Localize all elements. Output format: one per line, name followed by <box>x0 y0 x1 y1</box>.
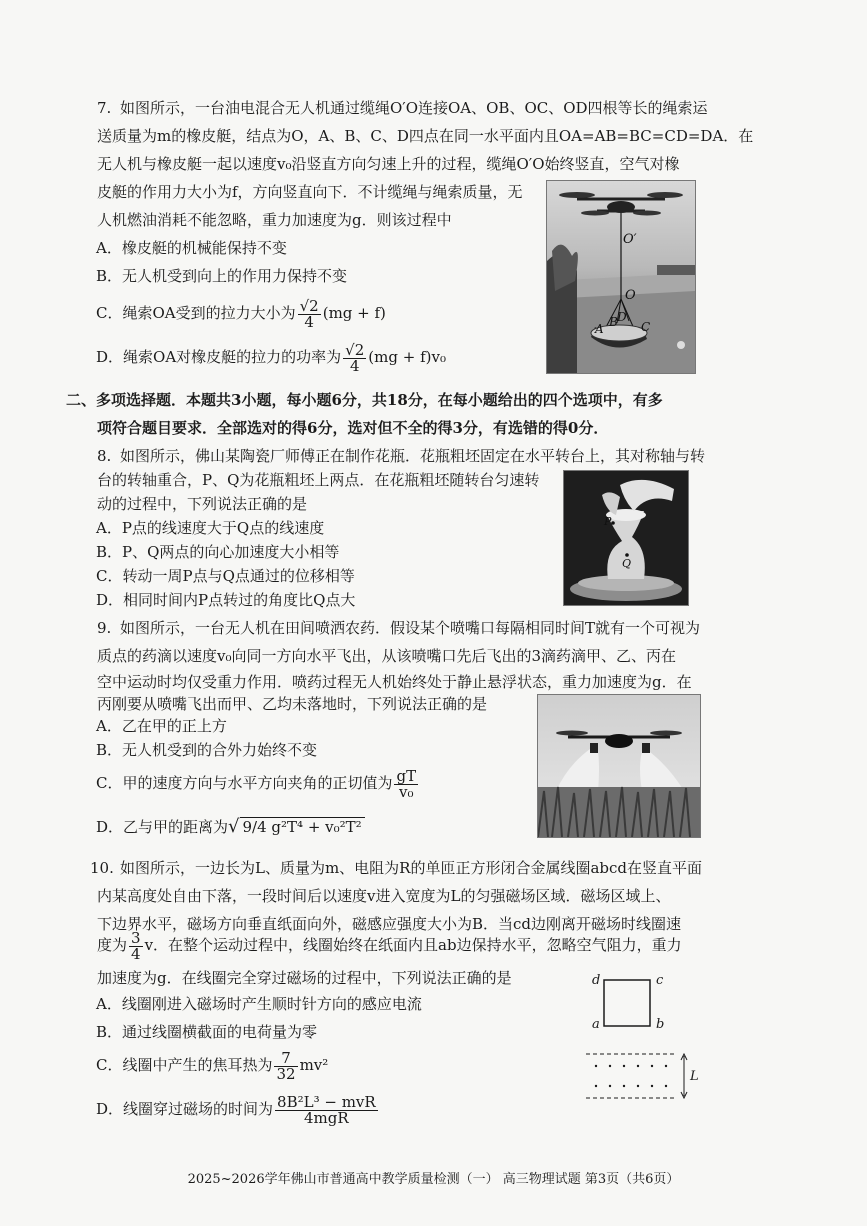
q8-number: 8. <box>97 447 112 465</box>
q7-stem-line5: 人机燃油消耗不能忽略，重力加速度为g．则该过程中 <box>97 211 452 229</box>
section2-title-line1: 二、多项选择题．本题共3小题，每小题6分，共18分，在每小题给出的四个选项中，有多 <box>66 391 663 409</box>
q10-d-fraction: $\frac{\text{8B²L³ − mvR}}{\text{4mgR}}$ <box>277 1092 376 1127</box>
q9-option-d: D．乙与甲的距离为√ 9/4 g²T⁴ + v₀²T² <box>96 812 365 842</box>
q7-stem-line2: 送质量为m的橡皮艇，结点为O，A、B、C、D四点在同一水平面内且OA=AB=BC=CD=DA．在 <box>97 127 754 145</box>
q10-number: 10. <box>90 859 114 877</box>
q7-label-b: B <box>609 315 618 329</box>
q10-label-b: b <box>656 1017 665 1032</box>
q7-option-a: A．橡皮艇的机械能保持不变 <box>96 239 287 257</box>
page-footer: 2025~2026学年佛山市普通高中教学质量检测（一） 高三物理试题 第3页（共6页） <box>187 1172 680 1187</box>
q9-d-radicand: 9/4 g²T⁴ + v₀²T² <box>240 817 365 836</box>
section2-title-line2: 项符合题目要求．全部选对的得6分，选对但不全的得3分，有选错的得0分． <box>97 419 609 437</box>
q9-option-a: A．乙在甲的正上方 <box>96 717 227 735</box>
q7-label-a: A <box>595 322 604 336</box>
q7-drone-photo <box>546 180 696 374</box>
q10-stem-line2: 内某高度处自由下落，一段时间后以速度v进入宽度为L的匀强磁场区域．磁场区域上、 <box>97 887 671 905</box>
q10-stem-line1: 如图所示，一边长为L、质量为m、电阻为R的单匝正方形闭合金属线圈abcd在竖直平面 <box>120 859 703 877</box>
q7-stem-line4: 皮艇的作用力大小为f，方向竖直向下．不计缆绳与绳索质量，无 <box>97 183 523 201</box>
q7-option-b: B．无人机受到向上的作用力保持不变 <box>96 267 348 285</box>
q10-option-a: A．线圈刚进入磁场时产生顺时针方向的感应电流 <box>96 995 422 1013</box>
q10-option-b: B．通过线圈横截面的电荷量为零 <box>96 1023 318 1041</box>
q8-option-b: B．P、Q两点的向心加速度大小相等 <box>96 543 340 561</box>
q7-label-c: C <box>641 320 651 334</box>
q7-option-d: D．绳索OA对橡皮艇的拉力的功率为 $\frac{√2}{4}$ (mg + f)v₀ <box>96 340 446 375</box>
q10-option-c: C．线圈中产生的焦耳热为 $\frac{7}{32}$ mv² <box>96 1048 329 1083</box>
q7-number: 7. <box>97 99 112 117</box>
q9-c-fraction: $\frac{gT}{\text{v₀}}$ <box>396 766 417 801</box>
q10-coil-square <box>604 980 650 1026</box>
q7-c-fraction: $\frac{√2}{4}$ <box>299 296 319 331</box>
q8-stem-line2: 台的转轴重合，P、Q为花瓶粗坯上两点．在花瓶粗坯随转台匀速转 <box>97 471 540 489</box>
q7-option-c: C．绳索OA受到的拉力大小为 $\frac{√2}{4}$ (mg + f) <box>96 296 386 331</box>
q7-label-o: O <box>625 288 636 303</box>
q9-stem-line2: 质点的药滴以速度v₀向同一方向水平飞出，从该喷嘴口先后飞出的3滴药滴甲、乙、丙在 <box>97 647 677 665</box>
q8-option-c: C．转动一周P点与Q点通过的位移相等 <box>96 567 355 585</box>
q9-farm-drone-photo <box>537 694 701 838</box>
q7-d-fraction: $\frac{√2}{4}$ <box>345 340 365 375</box>
q10-option-d: D．线圈穿过磁场的时间为 $\frac{\text{8B²L³ − mvR}}{\text{4mgR}}$ <box>96 1092 376 1127</box>
q7-label-o-prime: O′ <box>623 232 637 247</box>
q8-stem-line1: 如图所示，佛山某陶瓷厂师傅正在制作花瓶．花瓶粗坯固定在水平转台上，其对称轴与转 <box>120 447 706 465</box>
q9-stem-line1: 如图所示，一台无人机在田间喷洒农药．假设某个喷嘴口每隔相同时间T就有一个可视为 <box>120 619 701 637</box>
q7-stem-line3: 无人机与橡皮艇一起以速度v₀沿竖直方向匀速上升的过程，缆绳O′O始终竖直，空气对橡 <box>97 155 680 173</box>
q8-option-a: A．P点的线速度大于Q点的线速度 <box>96 519 325 537</box>
q10-label-c: c <box>656 973 664 988</box>
q10-stem-line3: 下边界水平，磁场方向垂直纸面向外，磁感应强度大小为B．当cd边刚离开磁场时线圈速 <box>97 915 682 933</box>
q9-number: 9. <box>97 619 112 637</box>
q10-stem-line4: 度为 $\frac{3}{4}$ v．在整个运动过程中，线圈始终在纸面内且ab边保持水平，忽略空气阻力，重力 <box>97 928 682 963</box>
q10-field-dots <box>595 1065 667 1087</box>
q8-pottery-photo <box>563 470 689 606</box>
q8-stem-line3: 动的过程中，下列说法正确的是 <box>97 495 308 513</box>
q8-label-p: P <box>604 515 612 528</box>
q9-option-c: C．甲的速度方向与水平方向夹角的正切值为 $\frac{gT}{\text{v₀}}$ <box>96 766 417 801</box>
q7-label-d: D <box>617 310 627 324</box>
q10-c-fraction: $\frac{7}{32}$ <box>276 1048 296 1083</box>
q10-coil-field-diagram <box>586 970 706 1102</box>
q10-stem-line5: 加速度为g．在线圈完全穿过磁场的过程中，下列说法正确的是 <box>97 969 512 987</box>
q10-velocity-fraction: $\frac{3}{4}$ <box>131 928 141 963</box>
q10-label-a: a <box>592 1017 600 1032</box>
q8-label-q: Q <box>622 557 632 570</box>
q9-stem-line4: 丙刚要从喷嘴飞出而甲、乙均未落地时，下列说法正确的是 <box>97 695 488 713</box>
q9-stem-line3: 空中运动时均仅受重力作用．喷药过程无人机始终处于静止悬浮状态，重力加速度为g．在 <box>97 673 692 691</box>
q10-label-l: L <box>690 1069 699 1084</box>
q7-stem-line1: 如图所示，一台油电混合无人机通过缆绳O′O连接OA、OB、OC、OD四根等长的绳索运 <box>120 99 708 117</box>
q10-label-d: d <box>592 973 601 988</box>
q9-option-b: B．无人机受到的合外力始终不变 <box>96 741 318 759</box>
q8-option-d: D．相同时间内P点转过的角度比Q点大 <box>96 591 356 609</box>
